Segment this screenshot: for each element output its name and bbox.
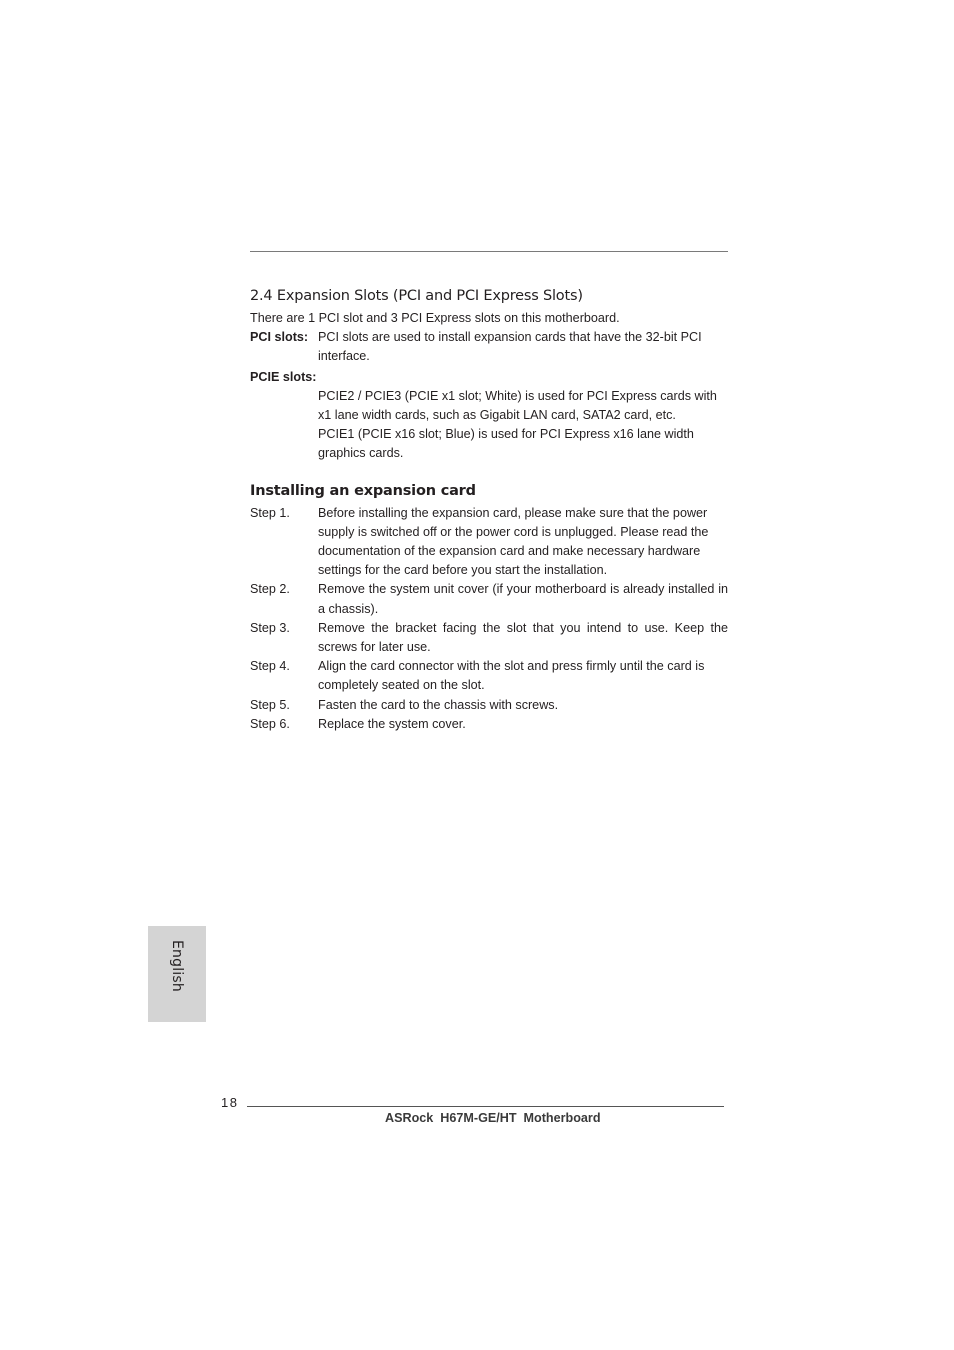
step-label: Step 6.	[250, 716, 290, 731]
section-title: 2.4 Expansion Slots (PCI and PCI Express Slots)	[250, 288, 583, 304]
step-text: Before installing the expansion card, please make sure that the power supply is switched off or the power cord is unplugged. Please read the documentation of the expansion card and make necessary hardware settings for the card before you start the installation.	[318, 505, 709, 578]
language-label: English	[169, 940, 185, 992]
installing-title: Installing an expansion card	[250, 482, 476, 499]
page-content	[250, 286, 728, 734]
step-1	[250, 504, 728, 581]
top-divider	[250, 251, 728, 252]
pci-slots-definition	[250, 328, 728, 366]
language-side-tab	[148, 926, 206, 1022]
pcie-slots-description-2: PCIE1 (PCIE x16 slot; Blue) is used for PCI Express x16 lane width graphics cards.	[318, 427, 694, 461]
step-label: Step 4.	[250, 659, 290, 674]
pci-slots-description: PCI slots are used to install expansion cards that have the 32-bit PCI interface.	[318, 330, 702, 364]
step-2	[250, 580, 728, 618]
step-3	[250, 619, 728, 657]
step-label: Step 3.	[250, 620, 290, 635]
step-label: Step 5.	[250, 697, 290, 712]
step-text: Fasten the card to the chassis with screws.	[318, 697, 559, 712]
step-text: Replace the system cover.	[318, 716, 466, 731]
step-5	[250, 696, 728, 715]
footer-title: ASRock H67M-GE/HT Motherboard	[385, 1111, 601, 1125]
page-number: 18	[221, 1095, 239, 1110]
step-label: Step 1.	[250, 505, 290, 520]
step-label: Step 2.	[250, 582, 290, 597]
step-4	[250, 657, 728, 695]
step-6	[250, 715, 728, 734]
pci-slots-term: PCI slots:	[250, 330, 309, 345]
step-text: Remove the system unit cover (if your motherboard is already installed in a chassis).	[318, 582, 728, 616]
step-text: Remove the bracket facing the slot that you intend to use. Keep the screws for later use.	[318, 620, 728, 655]
pcie-slots-term: PCIE slots:	[250, 369, 317, 384]
footer-divider	[247, 1106, 724, 1107]
step-text: Align the card connector with the slot and press firmly until the card is completely seated on the slot.	[318, 659, 705, 693]
pcie-slots-description-1: PCIE2 / PCIE3 (PCIE x1 slot; White) is used for PCI Express cards with x1 lane width cards, such as Gigabit LAN card, SATA2 card, etc.	[318, 388, 717, 423]
section-intro: There are 1 PCI slot and 3 PCI Express slots on this motherboard.	[250, 311, 620, 325]
